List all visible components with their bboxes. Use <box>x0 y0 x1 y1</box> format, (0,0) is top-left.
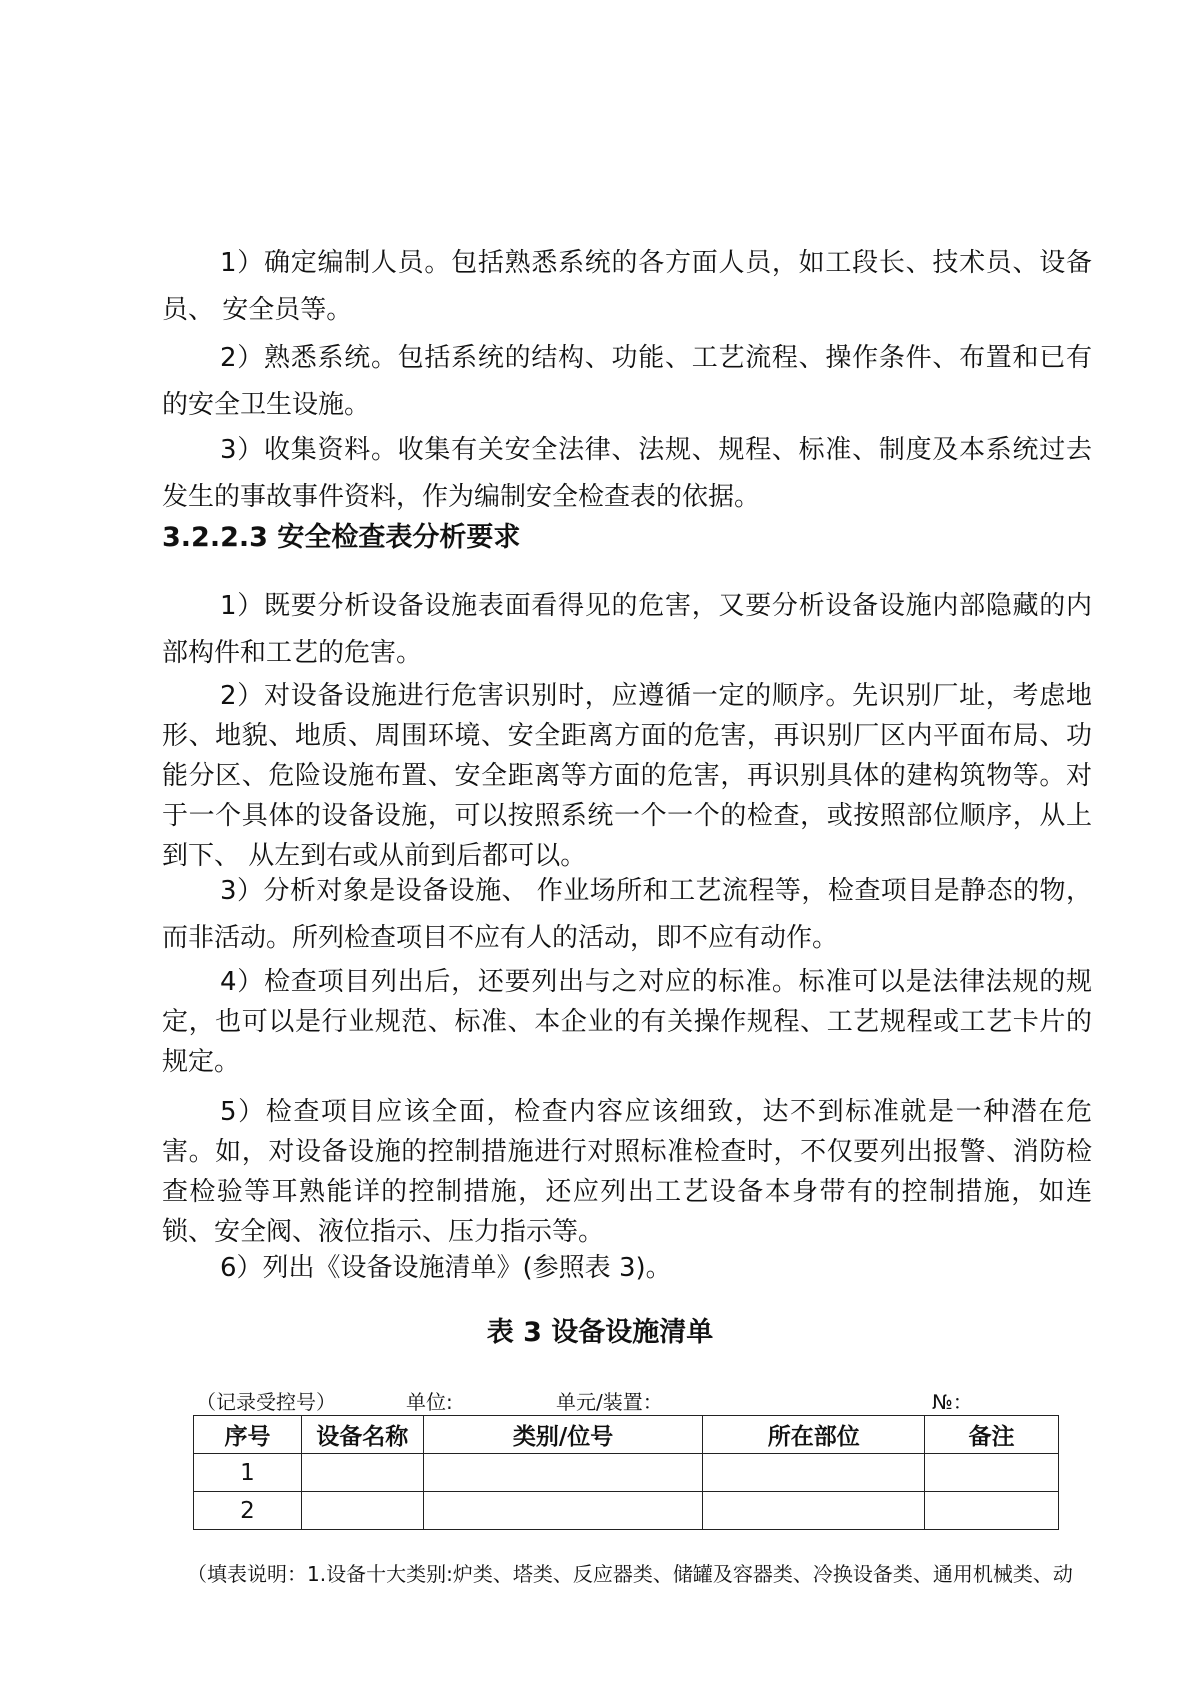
paragraph-s2-5: 5）检查项目应该全面，检查内容应该细致，达不到标准就是一种潜在危害。如，对设备设施的控制措施进行对照标准检查时，不仅要列出报警、消防检查检验等耳熟能详的控制措施，还应列出工艺设备本身带有的控制措施，如连锁、安全阀、液位指示、压力指示等。 <box>162 1097 1092 1247</box>
header-serial: 序号 <box>194 1416 302 1454</box>
equipment-table <box>193 1415 1059 1530</box>
cell-category <box>423 1454 703 1492</box>
header-location: 所在部位 <box>703 1416 925 1454</box>
record-control-number: （记录受控号） <box>196 1390 336 1414</box>
paragraph-s1-3: 3）收集资料。收集有关安全法律、法规、规程、标准、制度及本系统过去发生的事故事件资料，作为编制安全检查表的依据。 <box>162 435 1092 512</box>
paragraph-s1-2: 2）熟悉系统。包括系统的结构、功能、工艺流程、操作条件、布置和已有的安全卫生设施。 <box>162 343 1092 420</box>
cell-serial: 2 <box>194 1492 302 1530</box>
cell-remark <box>925 1454 1059 1492</box>
cell-location <box>703 1492 925 1530</box>
header-equipment-name: 设备名称 <box>301 1416 423 1454</box>
paragraph-s2-6: 6）列出《设备设施清单》(参照表 3)。 <box>220 1253 672 1283</box>
number-label: №： <box>932 1390 973 1414</box>
paragraph-s2-4: 4）检查项目列出后，还要列出与之对应的标准。标准可以是法律法规的规定，也可以是行业规范、标准、本企业的有关操作规程、工艺规程或工艺卡片的规定。 <box>162 967 1092 1077</box>
cell-equipment-name <box>301 1492 423 1530</box>
cell-category <box>423 1492 703 1530</box>
cell-location <box>703 1454 925 1492</box>
header-category: 类别/位号 <box>423 1416 703 1454</box>
device-label: 单元/装置： <box>556 1390 663 1414</box>
unit-label: 单位: <box>406 1390 453 1414</box>
paragraph-s1-1: 1）确定编制人员。包括熟悉系统的各方面人员，如工段长、技术员、设备员、 安全员等。 <box>162 248 1092 325</box>
cell-serial: 1 <box>194 1454 302 1492</box>
paragraph-s2-2: 2）对设备设施进行危害识别时，应遵循一定的顺序。先识别厂址，考虑地形、地貌、地质、周围环境、安全距离方面的危害，再识别厂区内平面布局、功能分区、危险设施布置、安全距离等方面的危害，再识别具体的建构筑物等。对于一个具体的设备设施，可以按照系统一个一个的检查，或按照部位顺序，从上到下、 从左到右或从前到后都可以。 <box>162 681 1092 871</box>
fill-instructions-note: （填表说明：1.设备十大类别:炉类、塔类、反应器类、储罐及容器类、冷换设备类、通用机械类、动 <box>187 1562 1073 1586</box>
table-caption: 表 3 设备设施清单 <box>486 1317 714 1348</box>
paragraph-s2-1: 1）既要分析设备设施表面看得见的危害，又要分析设备设施内部隐藏的内部构件和工艺的危害。 <box>162 591 1092 668</box>
paragraph-s2-3: 3）分析对象是设备设施、 作业场所和工艺流程等，检查项目是静态的物，而非活动。所列检查项目不应有人的活动，即不应有动作。 <box>162 876 1092 953</box>
cell-remark <box>925 1492 1059 1530</box>
section-heading: 3.2.2.3 安全检查表分析要求 <box>162 522 521 553</box>
cell-equipment-name <box>301 1454 423 1492</box>
table-row <box>194 1454 1059 1492</box>
table-row <box>194 1492 1059 1530</box>
table-header-row <box>194 1416 1059 1454</box>
header-remark: 备注 <box>925 1416 1059 1454</box>
